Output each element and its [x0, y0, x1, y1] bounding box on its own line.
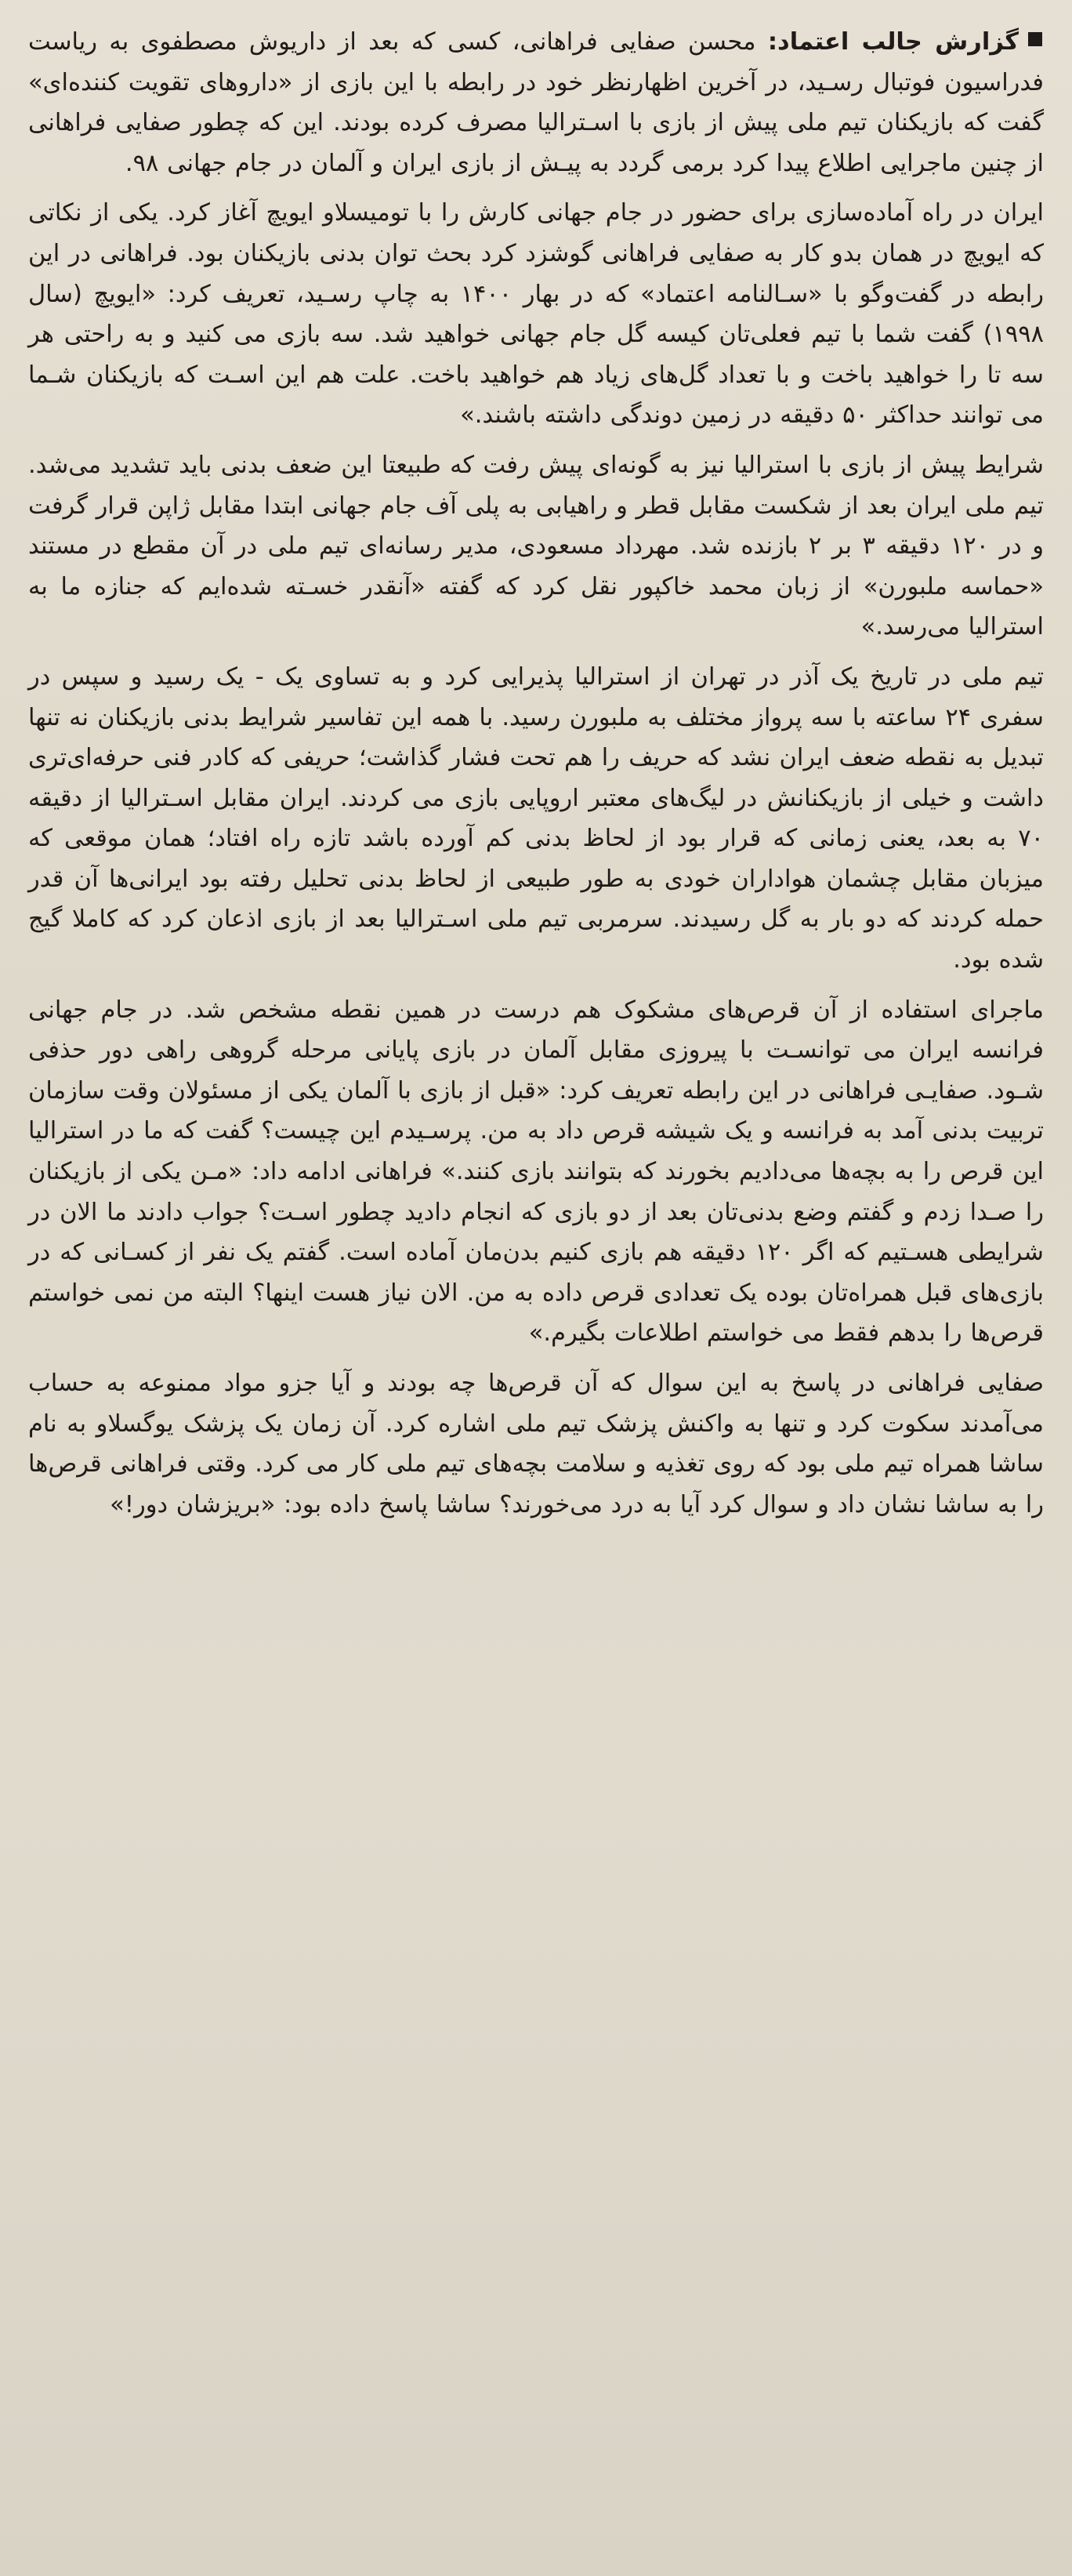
- square-bullet-icon: [1027, 31, 1044, 48]
- article-paragraph-2: ایران در راه آماده‌سازی برای حضور در جام جهانی کارش را با تومیسلاو ایویچ آغاز کرد. یکی از نکاتی که ایویچ در همان بدو کار به صفایی فراهانی گوشزد کرد بحث توان بدنی بازیکنان بود. فراهانی در این رابطه در گفت‌وگو با «سـالنامه اعتماد» که در بهار ۱۴۰۰ به چاپ رسـید، تعریف کرد: «ایویچ (سال ۱۹۹۸) گفت شما با تیم فعلی‌تان کیسه گل جام جهانی خواهید شد. سه بازی می کنید و به راحتی هر سه تا را خواهید باخت و با تعداد گل‌های زیاد هم خواهید باخت. علت هم این اسـت که بازیکنان شـما می توانند حداکثر ۵۰ دقیقه در زمین دوندگی داشته باشند.»: [28, 199, 1044, 430]
- article-paragraph-4: تیم ملی در تاریخ یک آذر در تهران از استرالیا پذیرایی کرد و به تساوی یک - یک رسید و سپس در سفری ۲۴ ساعته با سه پرواز مختلف به ملبورن رسید. با همه این تفاسیر شرایط بدنی بازیکنان نه تنها تبدیل به نقطه ضعف ایران نشد که حریف را هم تحت فشار گذاشت؛ حریفی که کادر فنی حرفه‌ای‌تری داشت و خیلی از بازیکنانش در لیگ‌های معتبر اروپایی بازی می کردند. ایران مقابل اسـترالیا از دقیقه ۷۰ به بعد، یعنی زمانی که قرار بود از لحاظ بدنی کم آورده باشد تازه راه افتاد؛ همان موقعی که میزبان مقابل چشمان هواداران خودی به طور طبیعی از لحاظ بدنی تحلیل رفته بود ایرانی‌ها آن قدر حمله کردند که دو بار به گل رسیدند. سرمربی تیم ملی اسـترالیا بعد از بازی اذعان کرد که کاملا گیج شده بود.: [28, 662, 1044, 974]
- article-paragraph-6: صفایی فراهانی در پاسخ به این سوال که آن قرص‌ها چه بودند و آیا جزو مواد ممنوعه به حساب می‌آمدند سکوت کرد و تنها به واکنش پزشک تیم ملی اشاره کرد. آن زمان یک پزشک یوگسلاو به نام ساشا همراه تیم ملی بود که روی تغذیه و سلامت بچه‌های تیم ملی کار می کرد. وقتی فراهانی قرص‌ها را به ساشا نشان داد و سوال کرد آیا به درد می‌خورند؟ ساشا پاسخ داده بود: «بریزشان دور!»: [28, 1370, 1044, 1518]
- article-paragraph-1: [28, 22, 1044, 183]
- article-paragraph-5: ماجرای استفاده از آن قرص‌های مشکوک هم درست در همین نقطه مشخص شد. در جام جهانی فرانسه ایران می توانسـت با پیروزی مقابل آلمان در بازی پایانی مرحله گروهی راهی دور حذفی شـود. صفایـی فراهانی در این رابطه تعریف کرد: «قبل از بازی با آلمان یکی از مسئولان وقت سازمان تربیت بدنی آمد به فرانسه و یک شیشه قرص داد به من. پرسـیدم این چیست؟ گفت که ما در استرالیا این قرص را به بچه‌ها می‌دادیم بخورند که بتوانند بازی کنند.» فراهانی ادامه داد: «مـن یکی از بازیکنان را صـدا زدم و گفتم وضع بدنی‌تان بعد از دو بازی که انجام دادید چطور اسـت؟ جواب دادند ما الان در شرایطی هسـتیم که اگر ۱۲۰ دقیقه هم بازی کنیم بدن‌مان آماده است. گفتم یک نفر از کسـانی که در بازی‌های قبل همراه‌تان بوده یک تعدادی قرص داده به من. الان نیاز هست اینها؟ البته من نمی خواستم قرص‌ها را بدهم فقط می خواستم اطلاعات بگیرم.»: [28, 996, 1044, 1348]
- article-paragraph-3: شرایط پیش از بازی با استرالیا نیز به گونه‌ای پیش رفت که طبیعتا این ضعف بدنی باید تشدید می‌شد. تیم ملی ایران بعد از شکست مقابل قطر و راهیابی به پلی آف جام جهانی ابتدا مقابل ژاپن قرار گرفت و در ۱۲۰ دقیقه ۳ بر ۲ بازنده شد. مهرداد مسعودی، مدیر رسانه‌ای تیم ملی در آن مقطع در مستند «حماسه ملبورن» از زبان محمد خاکپور نقل کرد که گفته «آنقدر خسـته شده‌ایم که جنازه ما به استرالیا می‌رسد.»: [28, 451, 1044, 641]
- paragraph-text: محسن صفایی فراهانی، کسی که بعد از داریوش مصطفوی به ریاست فدراسیون فوتبال رسـید، در آخرین اظهارنظر خود در رابطه با این بازی از «داروهای تقویت کننده‌ای» گفت که بازیکنان تیم ملی پیش از بازی با اسـترالیا مصرف کرده بودند. این که چطور صفایی فراهانی از چنین ماجرایی اطلاع پیدا کرد برمی گردد به پیـش از بازی ایران و آلمان در جام جهانی ۹۸.: [28, 28, 1044, 177]
- article-headline: گزارش جالب اعتماد:: [767, 28, 1019, 56]
- article-column: [28, 22, 1044, 1525]
